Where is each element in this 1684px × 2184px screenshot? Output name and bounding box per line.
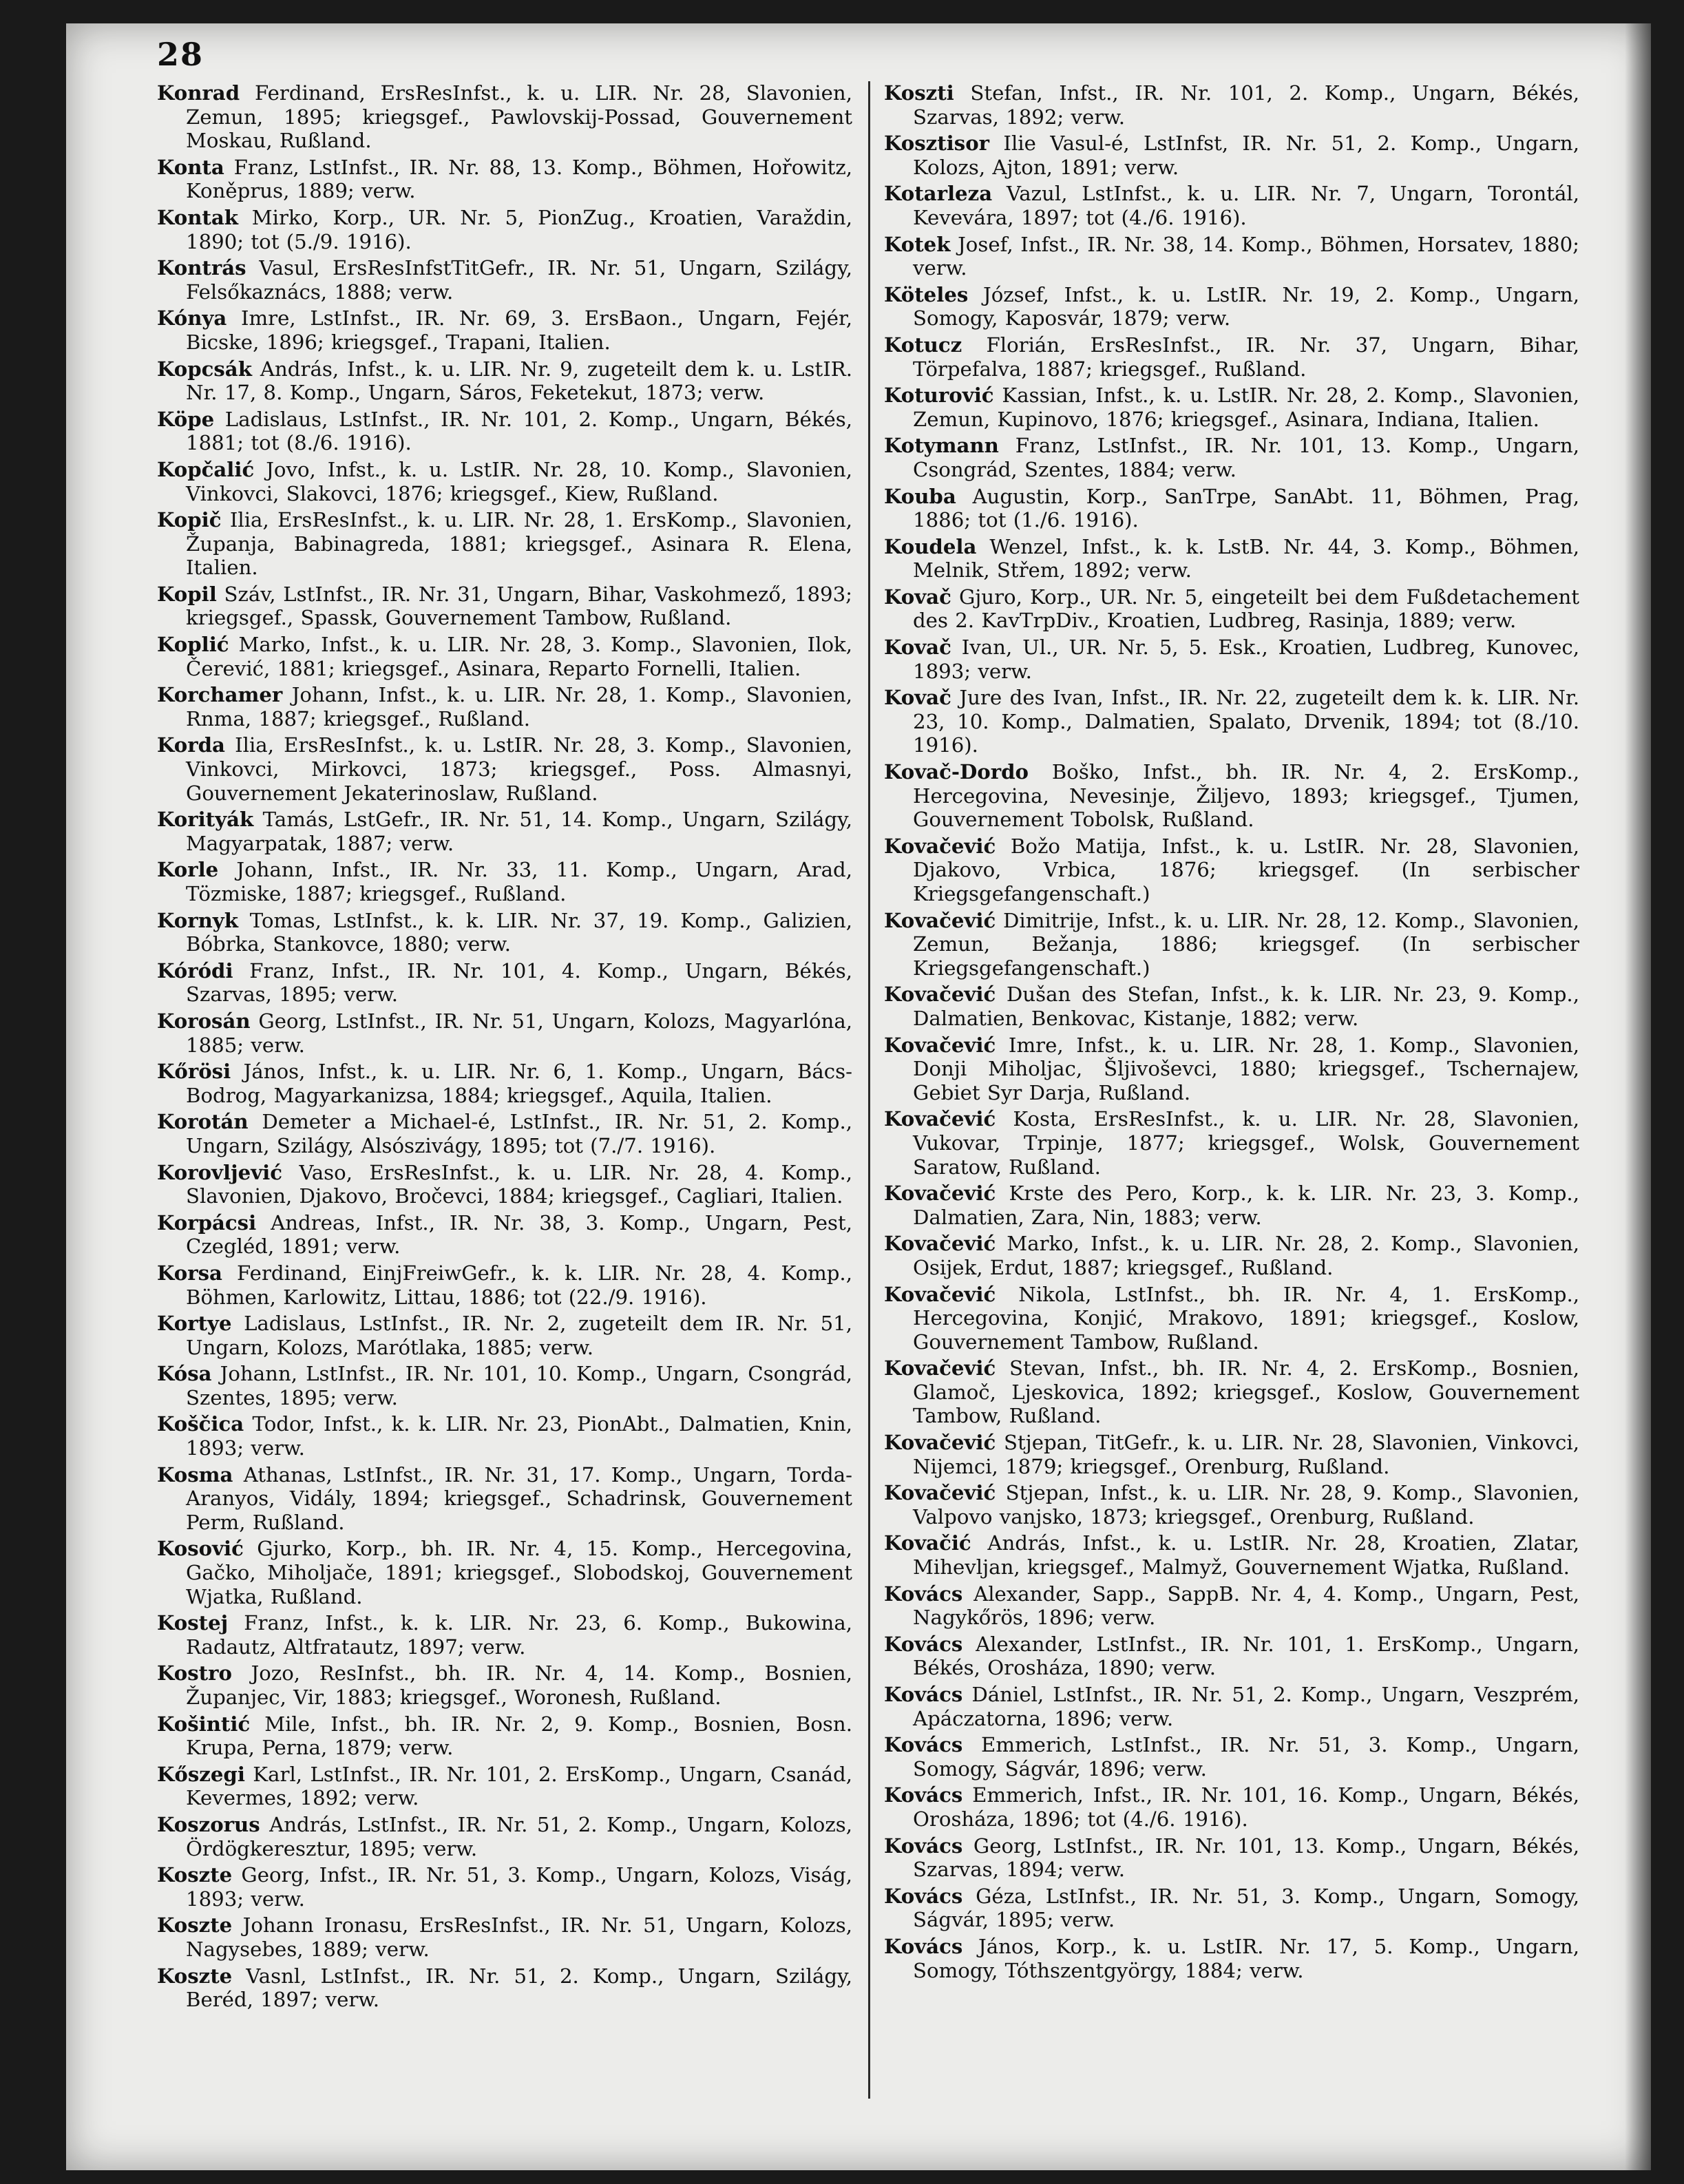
entry-surname: Kortye [157, 1312, 232, 1336]
entry-details: Ilia, ErsResInfst., k. u. LstIR. Nr. 28, 3. Komp., Slavonien, Vinkovci, Mirkovci, 1873; kriegsgef., Poss. Almasnyi, Gouvernement Jekaterinoslaw, Rußland. [186, 733, 852, 805]
register-entry [157, 1412, 852, 1460]
register-entry [884, 585, 1579, 633]
entry-surname: Köteles [884, 282, 969, 306]
entry-details: Vaso, ErsResInfst., k. u. LIR. Nr. 28, 4. Komp., Slavonien, Djakovo, Bročevci, 1884; kriegsgef., Cagliari, Italien. [186, 1160, 852, 1208]
register-entry [884, 485, 1579, 532]
entry-details: Mile, Infst., bh. IR. Nr. 2, 9. Komp., Bosnien, Bosn. Krupa, Perna, 1879; verw. [186, 1712, 852, 1760]
entry-details: Géza, LstInfst., IR. Nr. 51, 3. Komp., Ungarn, Somogy, Ságvár, 1895; verw. [913, 1884, 1579, 1932]
register-entry [884, 1033, 1579, 1105]
entry-surname: Köpe [157, 407, 215, 431]
entry-details: Ferdinand, ErsResInfst., k. u. LIR. Nr. 28, Slavonien, Zemun, 1895; kriegsgef., Pawlovskij-Possad, Gouvernement Moskau, Rußland. [186, 81, 852, 153]
register-entry [157, 959, 852, 1007]
entry-details: Johann, Infst., k. u. LIR. Nr. 28, 1. Komp., Slavonien, Rnma, 1887; kriegsgef., Rußland. [186, 683, 852, 731]
entry-details: Franz, Infst., k. k. LIR. Nr. 23, 6. Komp., Bukowina, Radautz, Altfratautz, 1897; verw. [186, 1611, 852, 1659]
entry-surname: Kovačević [884, 1431, 996, 1455]
register-entry [157, 1813, 852, 1860]
entry-surname: Kosma [157, 1462, 233, 1487]
register-entry [157, 1763, 852, 1810]
entry-surname: Kovács [884, 1934, 963, 1958]
entry-details: Florián, ErsResInfst., IR. Nr. 37, Ungarn, Bihar, Törpefalva, 1887; kriegsgef., Rußland. [913, 333, 1579, 381]
entry-details: Jure des Ivan, Infst., IR. Nr. 22, zugeteilt dem k. k. LIR. Nr. 23, 10. Komp., Dalmatien, Spalato, Drvenik, 1894; tot (8./10. 1916). [913, 686, 1579, 757]
register-entry [157, 206, 852, 253]
register-entry [884, 686, 1579, 757]
register-entry [884, 1834, 1579, 1882]
register-entry [884, 384, 1579, 431]
entry-surname: Kopil [157, 582, 217, 606]
document-page [66, 23, 1651, 2170]
register-entry [157, 1009, 852, 1057]
register-entry [884, 1531, 1579, 1579]
entry-surname: Kovačević [884, 1232, 996, 1256]
entry-details: Kassian, Infst., k. u. LstIR. Nr. 28, 2. Komp., Slavonien, Zemun, Kupinovo, 1876; kriegsgef., Asinara, Indiana, Italien. [913, 384, 1579, 431]
entry-details: Vasul, ErsResInfstTitGefr., IR. Nr. 51, Ungarn, Szilágy, Felsőkaznács, 1888; verw. [186, 256, 852, 304]
register-entry [884, 1783, 1579, 1831]
entry-surname: Kovačić [884, 1531, 971, 1555]
entry-details: Jovo, Infst., k. u. LstIR. Nr. 28, 10. Komp., Slavonien, Vinkovci, Slakovci, 1876; kriegsgef., Kiew, Rußland. [186, 457, 852, 505]
register-entry [157, 1261, 852, 1309]
entry-details: Demeter a Michael-é, LstInfst., IR. Nr. 51, 2. Komp., Ungarn, Szilágy, Alsószivágy, 1895; tot (7./7. 1916). [186, 1110, 852, 1157]
entry-details: Emmerich, Infst., IR. Nr. 101, 16. Komp., Ungarn, Békés, Orosháza, 1896; tot (4./6. 1916). [913, 1783, 1579, 1831]
entry-details: Tamás, LstGefr., IR. Nr. 51, 14. Komp., Ungarn, Szilágy, Magyarpatak, 1887; verw. [186, 808, 852, 855]
register-entry [884, 1935, 1579, 1982]
entry-details: Georg, LstInfst., IR. Nr. 51, Ungarn, Kolozs, Magyarlóna, 1885; verw. [186, 1009, 852, 1057]
register-entry [884, 1356, 1579, 1428]
register-entry [884, 182, 1579, 229]
entry-surname: Koščica [157, 1412, 244, 1436]
register-entry [884, 1582, 1579, 1630]
entry-surname: Kósa [157, 1362, 212, 1386]
column-divider [868, 81, 870, 2099]
entry-details: Marko, Infst., k. u. LIR. Nr. 28, 2. Komp., Slavonien, Osijek, Erdut, 1887; kriegsgef., Rußland. [913, 1232, 1579, 1279]
entry-details: András, Infst., k. u. LIR. Nr. 9, zugeteilt dem k. u. LstIR. Nr. 17, 8. Komp., Ungarn, Sáros, Feketekut, 1873; verw. [186, 357, 852, 405]
entry-details: Athanas, LstInfst., IR. Nr. 31, 17. Komp., Ungarn, Torda-Aranyos, Vidály, 1894; kriegsgef., Schadrinsk, Gouvernement Perm, Rußland. [186, 1462, 852, 1534]
register-entry [157, 909, 852, 956]
entry-surname: Kőrösi [157, 1060, 231, 1084]
register-entry [884, 1632, 1579, 1680]
register-entry [884, 1232, 1579, 1279]
register-entry [157, 683, 852, 731]
entry-details: András, Infst., k. u. LstIR. Nr. 28, Kroatien, Zlatar, Mihevljan, kriegsgef., Malmyž, Gouvernement Wjatka, Rußland. [913, 1531, 1579, 1579]
entry-details: Száv, LstInfst., IR. Nr. 31, Ungarn, Bihar, Vaskohmező, 1893; kriegsgef., Spassk, Gouvernement Tambow, Rußland. [186, 582, 852, 630]
register-entry [157, 1611, 852, 1659]
entry-surname: Kovač [884, 686, 951, 710]
entry-surname: Konta [157, 155, 224, 179]
register-entry [884, 1107, 1579, 1179]
entry-details: Imre, LstInfst., IR. Nr. 69, 3. ErsBaon., Ungarn, Fejér, Bicske, 1896; kriegsgef., Trapani, Italien. [186, 306, 852, 354]
entry-surname: Kovačević [884, 908, 996, 932]
entry-surname: Korityák [157, 808, 254, 832]
register-entry [884, 834, 1579, 906]
entry-details: János, Infst., k. u. LIR. Nr. 6, 1. Komp., Ungarn, Bács-Bodrog, Magyarkanizsa, 1884; kriegsgef., Aquila, Italien. [186, 1060, 852, 1107]
entry-details: Imre, Infst., k. u. LIR. Nr. 28, 1. Komp., Slavonien, Donji Miholjac, Šljivoševci, 1880; kriegsgef., Tschernajew, Gebiet Syr Darja, Rußland. [913, 1033, 1579, 1104]
entry-details: Božo Matija, Infst., k. u. LstIR. Nr. 28, Slavonien, Djakovo, Vrbica, 1876; kriegsgef. (In serbischer Kriegsgefangenschaft.) [913, 834, 1579, 905]
entry-surname: Kovačević [884, 1182, 996, 1206]
entry-surname: Kovačević [884, 834, 996, 858]
entry-details: Ferdinand, EinjFreiwGefr., k. k. LIR. Nr. 28, 4. Komp., Böhmen, Karlowitz, Littau, 1886; tot (22./9. 1916). [186, 1261, 852, 1309]
register-entry [157, 156, 852, 203]
entry-surname: Korpácsi [157, 1210, 257, 1235]
entry-details: Boško, Infst., bh. IR. Nr. 4, 2. ErsKomp., Hercegovina, Nevesinje, Žiljevo, 1893; kriegsgef., Tjumen, Gouvernement Tobolsk, Rußland. [913, 760, 1579, 832]
entry-surname: Korchamer [157, 683, 283, 707]
entry-details: János, Korp., k. u. LstIR. Nr. 17, 5. Komp., Ungarn, Somogy, Tóthszentgyörgy, 1884; verw. [913, 1934, 1579, 1982]
register-entry [157, 1913, 852, 1961]
entry-surname: Kostej [157, 1611, 229, 1635]
entry-surname: Kovačević [884, 983, 996, 1007]
register-entry [884, 1884, 1579, 1932]
entry-surname: Kovačević [884, 1481, 996, 1505]
register-entry [157, 1161, 852, 1208]
entry-surname: Koszti [884, 81, 954, 105]
register-entry [884, 1733, 1579, 1781]
entry-details: Andreas, Infst., IR. Nr. 38, 3. Komp., Ungarn, Pest, Czegléd, 1891; verw. [186, 1210, 852, 1259]
register-entry [157, 1463, 852, 1535]
entry-details: Dimitrije, Infst., k. u. LIR. Nr. 28, 12. Komp., Slavonien, Zemun, Bežanja, 1886; kriegsgef. (In serbischer Kriegsgefangenschaft.) [913, 908, 1579, 980]
entry-surname: Kosztisor [884, 132, 990, 156]
entry-surname: Kostro [157, 1661, 232, 1686]
register-entry [157, 733, 852, 805]
entry-surname: Kóródi [157, 958, 233, 983]
entry-details: Ladislaus, LstInfst., IR. Nr. 2, zugeteilt dem IR. Nr. 51, Ungarn, Kolozs, Marótlaka, 1885; verw. [186, 1312, 852, 1359]
entry-surname: Kotek [884, 232, 951, 256]
register-entry [157, 306, 852, 354]
entry-details: Stjepan, Infst., k. u. LIR. Nr. 28, 9. Komp., Slavonien, Valpovo vanjsko, 1873; kriegsgef., Orenburg, Rußland. [913, 1481, 1579, 1529]
entry-surname: Kotarleza [884, 182, 993, 206]
register-entry [157, 1312, 852, 1359]
entry-surname: Kovačević [884, 1356, 996, 1380]
entry-details: Tomas, LstInfst., k. k. LIR. Nr. 37, 19. Komp., Galizien, Bóbrka, Stankovce, 1880; verw. [186, 908, 852, 956]
entry-details: Wenzel, Infst., k. k. LstB. Nr. 44, 3. Komp., Böhmen, Melnik, Střem, 1892; verw. [913, 534, 1579, 582]
register-entry [884, 983, 1579, 1030]
register-entry [157, 633, 852, 680]
entry-surname: Kopcsák [157, 357, 252, 381]
entry-surname: Korda [157, 733, 225, 757]
register-entry [884, 1283, 1579, 1354]
register-entry [157, 1964, 852, 2012]
entry-surname: Kouba [884, 484, 956, 508]
entry-details: Gjurko, Korp., bh. IR. Nr. 4, 15. Komp., Hercegovina, Gačko, Miholjače, 1891; kriegsgef., Slobodskoj, Gouvernement Wjatka, Rußland. [186, 1537, 852, 1608]
entry-details: Todor, Infst., k. k. LIR. Nr. 23, PionAbt., Dalmatien, Knin, 1893; verw. [186, 1412, 852, 1460]
entry-surname: Kovačević [884, 1282, 996, 1306]
entry-surname: Kornyk [157, 908, 238, 932]
entry-surname: Koszte [157, 1913, 233, 1938]
entry-surname: Kovács [884, 1683, 963, 1706]
register-entry [157, 1362, 852, 1409]
entry-details: Dušan des Stefan, Infst., k. k. LIR. Nr. 23, 9. Komp., Dalmatien, Benkovac, Kistanje, 1882; verw. [913, 983, 1579, 1030]
entry-surname: Koturović [884, 384, 994, 408]
entry-details: Dániel, LstInfst., IR. Nr. 51, 2. Komp., Ungarn, Veszprém, Apáczatorna, 1896; verw. [913, 1683, 1579, 1730]
entry-surname: Kovács [884, 1834, 963, 1858]
entry-surname: Kopič [157, 508, 222, 532]
entry-details: Karl, LstInfst., IR. Nr. 101, 2. ErsKomp., Ungarn, Csanád, Kevermes, 1892; verw. [186, 1762, 852, 1810]
entry-details: Georg, Infst., IR. Nr. 51, 3. Komp., Ungarn, Kolozs, Viság, 1893; verw. [186, 1863, 852, 1911]
entry-surname: Koszte [157, 1863, 233, 1887]
entry-details: Augustin, Korp., SanTrpe, SanAbt. 11, Böhmen, Prag, 1886; tot (1./6. 1916). [913, 484, 1579, 532]
entry-surname: Kovač-Dordo [884, 760, 1029, 784]
entry-surname: Kovács [884, 1582, 963, 1606]
entry-surname: Kovács [884, 1783, 963, 1807]
entry-details: Gjuro, Korp., UR. Nr. 5, eingeteilt bei dem Fußdetachement des 2. KavTrpDiv., Kroatien, Ludbreg, Rasinja, 1889; verw. [913, 585, 1579, 633]
entry-details: Franz, Infst., IR. Nr. 101, 4. Komp., Ungarn, Békés, Szarvas, 1895; verw. [186, 958, 852, 1007]
right-column [884, 81, 1579, 1985]
entry-surname: Koplić [157, 633, 229, 657]
register-entry [884, 132, 1579, 179]
entry-surname: Kovács [884, 1733, 963, 1757]
entry-details: Ilia, ErsResInfst., k. u. LIR. Nr. 28, 1. ErsKomp., Slavonien, Županja, Babinagreda, 1881; kriegsgef., Asinara R. Elena, Italien. [186, 508, 852, 580]
entry-surname: Korsa [157, 1261, 222, 1285]
register-entry [884, 1481, 1579, 1529]
entry-details: Alexander, Sapp., SappB. Nr. 4, 4. Komp., Ungarn, Pest, Nagykőrös, 1896; verw. [913, 1582, 1579, 1630]
register-entry [157, 858, 852, 905]
page-number: 28 [157, 36, 204, 73]
page-edge-shadow [1625, 23, 1651, 2170]
entry-details: Vazul, LstInfst., k. u. LIR. Nr. 7, Ungarn, Torontál, Kevevára, 1897; tot (4./6. 1916). [913, 182, 1579, 229]
register-entry [157, 508, 852, 580]
entry-details: Stjepan, TitGefr., k. u. LIR. Nr. 28, Slavonien, Vinkovci, Nijemci, 1879; kriegsgef., Orenburg, Rußland. [913, 1431, 1579, 1478]
entry-surname: Korotán [157, 1110, 249, 1134]
entry-surname: Kontak [157, 205, 239, 229]
register-entry [884, 283, 1579, 330]
entry-surname: Kovačević [884, 1107, 996, 1131]
entry-details: Josef, Infst., IR. Nr. 38, 14. Komp., Böhmen, Horsatev, 1880; verw. [913, 232, 1579, 280]
entry-surname: Kontrás [157, 256, 246, 280]
entry-surname: Korovljević [157, 1160, 283, 1184]
register-entry [157, 1537, 852, 1608]
register-entry [157, 81, 852, 153]
entry-surname: Košintić [157, 1712, 251, 1736]
register-entry [884, 760, 1579, 832]
left-column [157, 81, 852, 2015]
register-entry [884, 333, 1579, 381]
entry-surname: Korosán [157, 1009, 251, 1033]
entry-surname: Kovač [884, 585, 951, 609]
register-entry [157, 808, 852, 855]
entry-details: Vasnl, LstInfst., IR. Nr. 51, 2. Komp., Ungarn, Szilágy, Beréd, 1897; verw. [186, 1964, 852, 2012]
register-entry [884, 1182, 1579, 1229]
register-entry [884, 1431, 1579, 1478]
register-entry [157, 1863, 852, 1911]
entry-details: Emmerich, LstInfst., IR. Nr. 51, 3. Komp., Ungarn, Somogy, Ságvár, 1896; verw. [913, 1733, 1579, 1781]
register-entry [157, 1110, 852, 1157]
entry-surname: Kovač [884, 636, 951, 660]
entry-surname: Konrad [157, 81, 240, 105]
entry-details: Krste des Pero, Korp., k. k. LIR. Nr. 23, 3. Komp., Dalmatien, Zara, Nin, 1883; verw. [913, 1182, 1579, 1229]
register-entry [157, 1661, 852, 1709]
entry-details: Ilie Vasul-é, LstInfst, IR. Nr. 51, 2. Komp., Ungarn, Kolozs, Ajton, 1891; verw. [913, 132, 1579, 179]
register-entry [884, 434, 1579, 481]
entry-surname: Kónya [157, 306, 227, 330]
register-entry [157, 1211, 852, 1259]
entry-details: Stevan, Infst., bh. IR. Nr. 4, 2. ErsKomp., Bosnien, Glamoč, Ljeskovica, 1892; kriegsgef., Koslow, Gouvernement Tambow, Rußland. [913, 1356, 1579, 1428]
entry-details: Johann, Infst., IR. Nr. 33, 11. Komp., Ungarn, Arad, Tözmiske, 1887; kriegsgef., Rußland. [186, 858, 852, 905]
entry-details: Mirko, Korp., UR. Nr. 5, PionZug., Kroatien, Varaždin, 1890; tot (5./9. 1916). [186, 205, 852, 253]
register-entry [884, 81, 1579, 129]
register-entry [157, 357, 852, 405]
register-entry [884, 909, 1579, 980]
register-entry [884, 535, 1579, 582]
register-entry [884, 1683, 1579, 1730]
register-entry [157, 256, 852, 304]
entry-details: András, LstInfst., IR. Nr. 51, 2. Komp., Ungarn, Kolozs, Ördögkeresztur, 1895; verw. [186, 1812, 852, 1860]
entry-surname: Kotucz [884, 333, 962, 357]
entry-surname: Kovács [884, 1632, 963, 1656]
register-entry [157, 1712, 852, 1760]
register-entry [884, 636, 1579, 683]
entry-details: Nikola, LstInfst., bh. IR. Nr. 4, 1. ErsKomp., Hercegovina, Konjić, Mrakovo, 1891; kriegsgef., Koslow, Gouvernement Tambow, Rußland. [913, 1282, 1579, 1354]
entry-surname: Kopčalić [157, 457, 255, 481]
entry-details: Alexander, LstInfst., IR. Nr. 101, 1. ErsKomp., Ungarn, Békés, Orosháza, 1890; verw. [913, 1632, 1579, 1680]
entry-details: Franz, LstInfst., IR. Nr. 88, 13. Komp., Böhmen, Hořowitz, Koněprus, 1889; verw. [186, 155, 852, 203]
entry-surname: Koszte [157, 1964, 233, 1988]
entry-details: József, Infst., k. u. LstIR. Nr. 19, 2. Komp., Ungarn, Somogy, Kaposvár, 1879; verw. [913, 282, 1579, 330]
register-entry [157, 582, 852, 630]
entry-details: Ladislaus, LstInfst., IR. Nr. 101, 2. Komp., Ungarn, Békés, 1881; tot (8./6. 1916). [186, 407, 852, 455]
entry-surname: Kovács [884, 1884, 963, 1908]
register-entry [157, 408, 852, 455]
entry-surname: Kőszegi [157, 1762, 245, 1786]
entry-details: Kosta, ErsResInfst., k. u. LIR. Nr. 28, Slavonien, Vukovar, Trpinje, 1877; kriegsgef., Wolsk, Gouvernement Saratow, Rußland. [913, 1107, 1579, 1179]
entry-surname: Korle [157, 858, 219, 882]
entry-details: Johann, LstInfst., IR. Nr. 101, 10. Komp., Ungarn, Csongrád, Szentes, 1895; verw. [186, 1362, 852, 1409]
entry-details: Georg, LstInfst., IR. Nr. 101, 13. Komp., Ungarn, Békés, Szarvas, 1894; verw. [913, 1834, 1579, 1882]
entry-details: Ivan, Ul., UR. Nr. 5, 5. Esk., Kroatien, Ludbreg, Kunovec, 1893; verw. [913, 636, 1579, 683]
entry-details: Marko, Infst., k. u. LIR. Nr. 28, 3. Komp., Slavonien, Ilok, Čerević, 1881; kriegsgef., Asinara, Reparto Fornelli, Italien. [186, 633, 852, 680]
entry-surname: Kotymann [884, 434, 999, 458]
entry-details: Jozo, ResInfst., bh. IR. Nr. 4, 14. Komp., Bosnien, Županjec, Vir, 1883; kriegsgef., Woronesh, Rußland. [186, 1661, 852, 1709]
entry-surname: Koudela [884, 534, 977, 558]
entry-details: Johann Ironasu, ErsResInfst., IR. Nr. 51, Ungarn, Kolozs, Nagysebes, 1889; verw. [186, 1913, 852, 1961]
entry-details: Stefan, Infst., IR. Nr. 101, 2. Komp., Ungarn, Békés, Szarvas, 1892; verw. [913, 81, 1579, 129]
entry-surname: Kosović [157, 1537, 244, 1561]
register-entry [157, 458, 852, 505]
entry-surname: Koszorus [157, 1812, 260, 1836]
entry-details: Franz, LstInfst., IR. Nr. 101, 13. Komp., Ungarn, Csongrád, Szentes, 1884; verw. [913, 434, 1579, 481]
entry-surname: Kovačević [884, 1033, 996, 1057]
register-entry [884, 233, 1579, 280]
register-entry [157, 1060, 852, 1107]
